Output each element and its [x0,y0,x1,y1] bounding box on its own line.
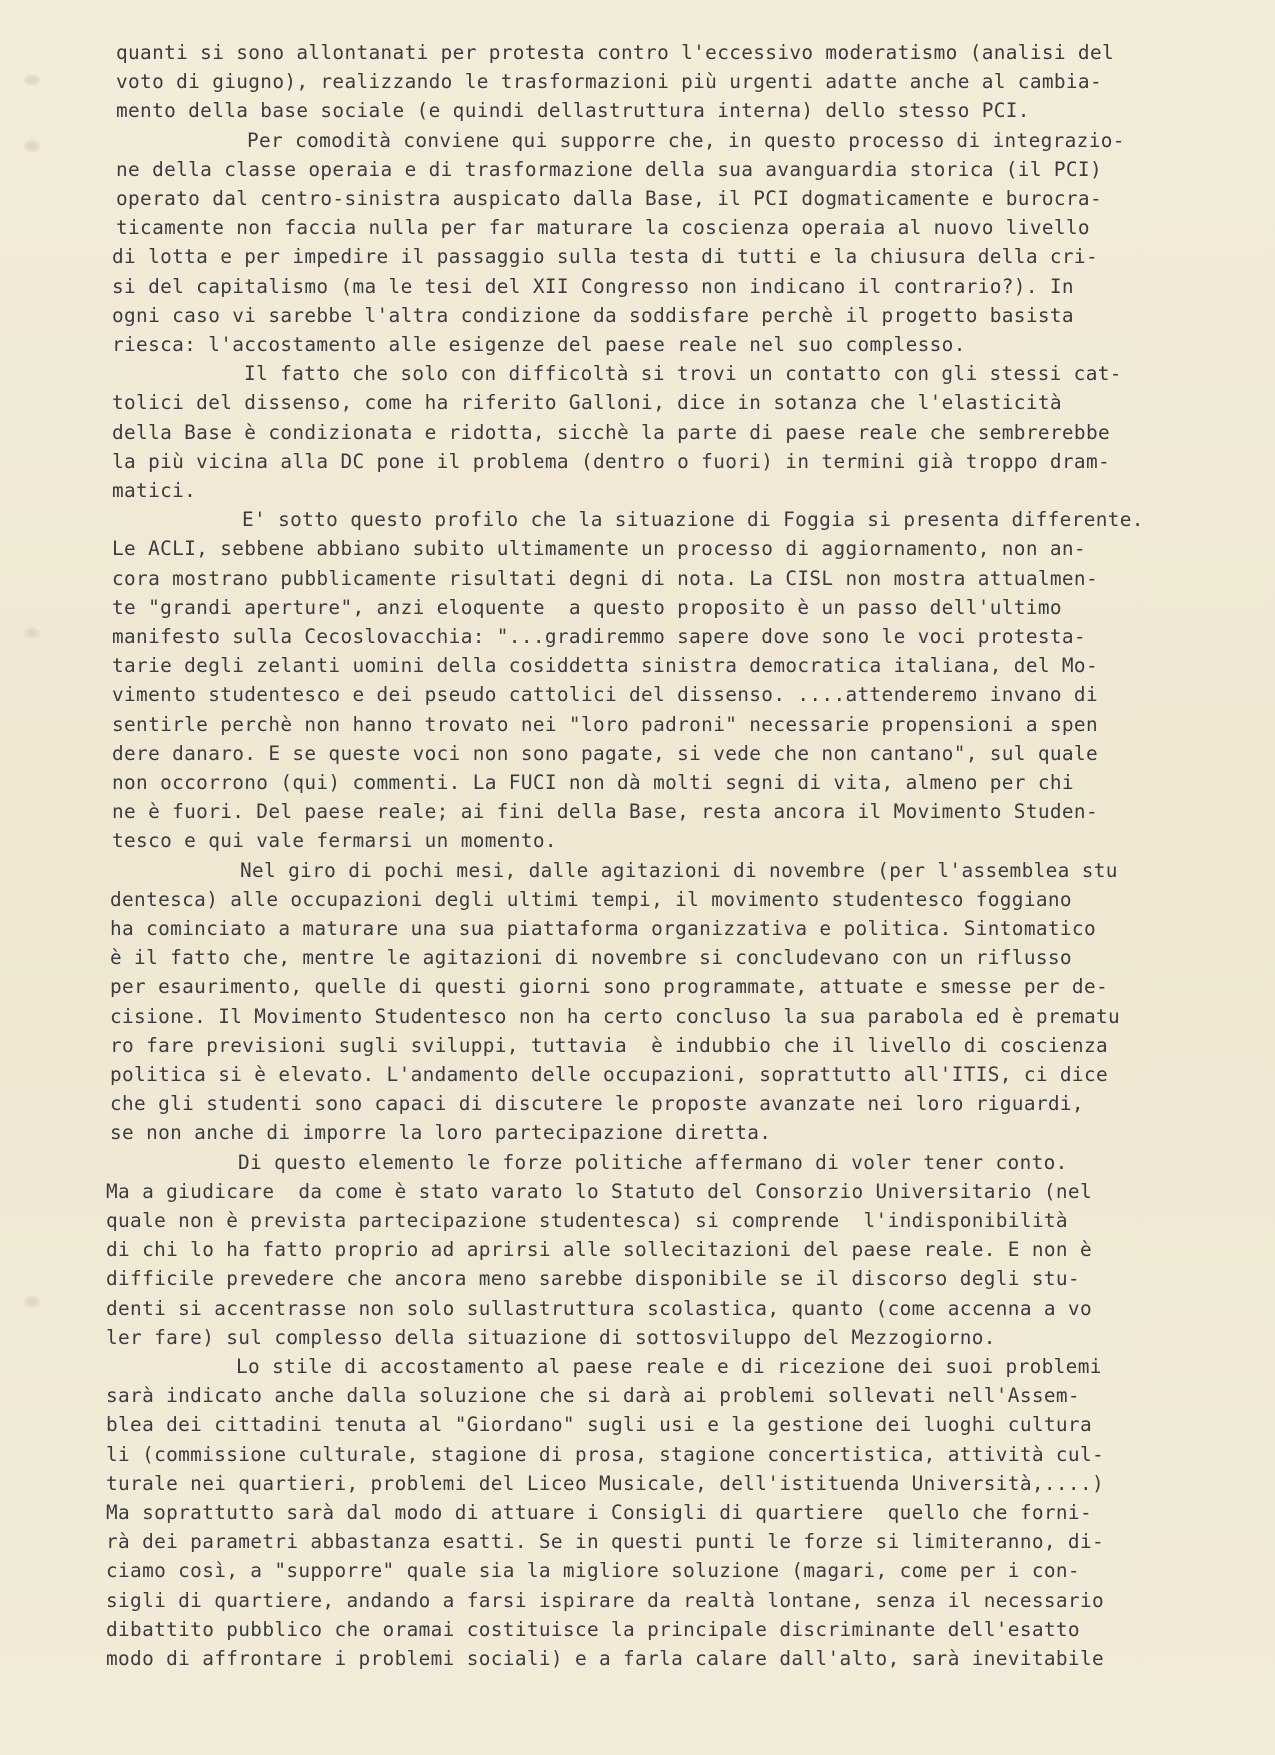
punch-hole-lower [24,1296,40,1308]
text-line: modo di affrontare i problemi sociali) e a farla calare dall'alto, sarà inevitabile [106,1647,1105,1670]
text-line: E' sotto questo profilo che la situazione di Foggia si presenta differente. [242,508,1144,531]
text-line: quanti si sono allontanati per protesta contro l'eccessivo moderatismo (analisi del [116,41,1115,64]
text-line: riesca: l'accostamento alle esigenze del paese reale nel suo complesso. [112,333,966,356]
punch-hole-middle [24,627,40,639]
text-line: turale nei quartieri, problemi del Liceo Musicale, dell'istituenda Università,....) [106,1472,1105,1495]
text-line: blea dei cittadini tenuta al "Giordano" sugli usi e la gestione dei luoghi cultura [106,1413,1092,1436]
text-line: Lo stile di accostamento al paese reale e di ricezione dei suoi problemi [236,1355,1102,1378]
text-line: Il fatto che solo con difficoltà si trovi un contatto con gli stessi cat- [244,362,1122,385]
text-line: se non anche di imporre la loro partecipazione diretta. [110,1121,772,1144]
text-line: tolici del dissenso, come ha riferito Galloni, dice in sotanza che l'elasticità [112,391,1062,414]
text-line: li (commissione culturale, stagione di prosa, stagione concertistica, attività cul- [106,1443,1105,1466]
text-line: ogni caso vi sarebbe l'altra condizione da soddisfare perchè il progetto basista [112,304,1074,327]
text-line: politica si è elevato. L'andamento delle occupazioni, soprattutto all'ITIS, ci dice [110,1063,1109,1086]
text-line: quale non è prevista partecipazione studentesca) si comprende l'indisponibilità [106,1209,1068,1232]
text-line: dentesca) alle occupazioni degli ultimi tempi, il movimento studentesco foggiano [110,888,1072,911]
text-line: che gli studenti sono capaci di discutere le proposte avanzate nei loro riguardi, [110,1092,1084,1115]
text-line: ler fare) sul complesso della situazione di sottosviluppo del Mezzogiorno. [106,1326,996,1349]
text-line: per esaurimento, quelle di questi giorni sono programmate, attuate e smesse per de- [110,975,1109,998]
text-line: cisione. Il Movimento Studentesco non ha certo concluso la sua parabola ed è prematu [110,1005,1121,1028]
text-line: manifesto sulla Cecoslovacchia: "...gradiremmo sapere dove sono le voci protesta- [112,625,1086,648]
text-line: tesco e qui vale fermarsi un momento. [112,829,557,852]
text-line: della Base è condizionata e ridotta, sicchè la parte di paese reale che sembrerebbe [112,421,1111,444]
text-line: ha cominciato a maturare una sua piattaforma organizzativa e politica. Sintomatico [110,917,1096,940]
text-line: mento della base sociale (e quindi dellastruttura interna) dello stesso PCI. [116,99,1030,122]
text-line: dere danaro. E se queste voci non sono pagate, si vede che non cantano", sul quale [112,742,1098,765]
text-line: di chi lo ha fatto proprio ad aprirsi alle sollecitazioni del paese reale. E non è [106,1238,1092,1261]
punch-hole-top [24,74,40,86]
text-line: ciamo così, a "supporre" quale sia la migliore soluzione (magari, come per i con- [106,1559,1080,1582]
text-line: la più vicina alla DC pone il problema (dentro o fuori) in termini già troppo dram- [112,450,1111,473]
text-line: non occorrono (qui) commenti. La FUCI non dà molti segni di vita, almeno per chi [112,771,1074,794]
text-line: ticamente non faccia nulla per far maturare la coscienza operaia al nuovo livello [116,216,1090,239]
text-line: Ma a giudicare da come è stato varato lo Statuto del Consorzio Universitario (nel [106,1180,1092,1203]
text-line: sigli di quartiere, andando a farsi ispirare da realtà lontane, senza il necessario [106,1589,1105,1612]
text-line: di lotta e per impedire il passaggio sulla testa di tutti e la chiusura della cri- [112,245,1098,268]
text-line: sarà indicato anche dalla soluzione che si darà ai problemi sollevati nell'Assem- [106,1384,1080,1407]
text-line: Le ACLI, sebbene abbiano subito ultimamente un processo di aggiornamento, non an- [112,537,1086,560]
text-line: Ma soprattutto sarà dal modo di attuare i Consigli di quartiere quello che forni- [106,1501,1092,1524]
text-line: sentirle perchè non hanno trovato nei "loro padroni" necessarie propensioni a spen [112,713,1098,736]
text-line: difficile prevedere che ancora meno sarebbe disponibile se il discorso degli stu- [106,1267,1080,1290]
text-line: Nel giro di pochi mesi, dalle agitazioni di novembre (per l'assemblea stu [240,859,1118,882]
text-line: rà dei parametri abbastanza esatti. Se in questi punti le forze si limiteranno, di- [106,1530,1105,1553]
text-line: matici. [112,479,197,502]
text-line: dibattito pubblico che oramai costituisce la principale discriminante dell'esatto [106,1618,1080,1641]
text-line: ro fare previsioni sugli sviluppi, tuttavia è indubbio che il livello di coscienza [110,1034,1109,1057]
text-line: è il fatto che, mentre le agitazioni di novembre si concludevano con un riflusso [110,946,1072,969]
punch-hole-upper [24,140,40,152]
text-line: operato dal centro-sinistra auspicato dalla Base, il PCI dogmaticamente e burocra- [116,187,1102,210]
text-line: ne della classe operaia e di trasformazione della sua avanguardia storica (il PCI) [116,158,1102,181]
text-line: voto di giugno), realizzando le trasformazioni più urgenti adatte anche al cambia- [116,70,1102,93]
text-line: te "grandi aperture", anzi eloquente a questo proposito è un passo dell'ultimo [112,596,1062,619]
text-line: denti si accentrasse non solo sullastruttura scolastica, quanto (come accenna a vo [106,1297,1092,1320]
text-line: vimento studentesco e dei pseudo cattolici del dissenso. ....attenderemo invano di [112,683,1098,706]
text-line: ne è fuori. Del paese reale; ai fini della Base, resta ancora il Movimento Studen- [112,800,1098,823]
text-line: si del capitalismo (ma le tesi del XII Congresso non indicano il contrario?). In [112,275,1074,298]
text-line: Per comodità conviene qui supporre che, in questo processo di integrazio- [247,129,1125,152]
text-line: cora mostrano pubblicamente risultati degni di nota. La CISL non mostra attualmen- [112,567,1098,590]
text-line: tarie degli zelanti uomini della cosiddetta sinistra democratica italiana, del Mo- [112,654,1098,677]
text-line: Di questo elemento le forze politiche affermano di voler tener conto. [238,1151,1068,1174]
